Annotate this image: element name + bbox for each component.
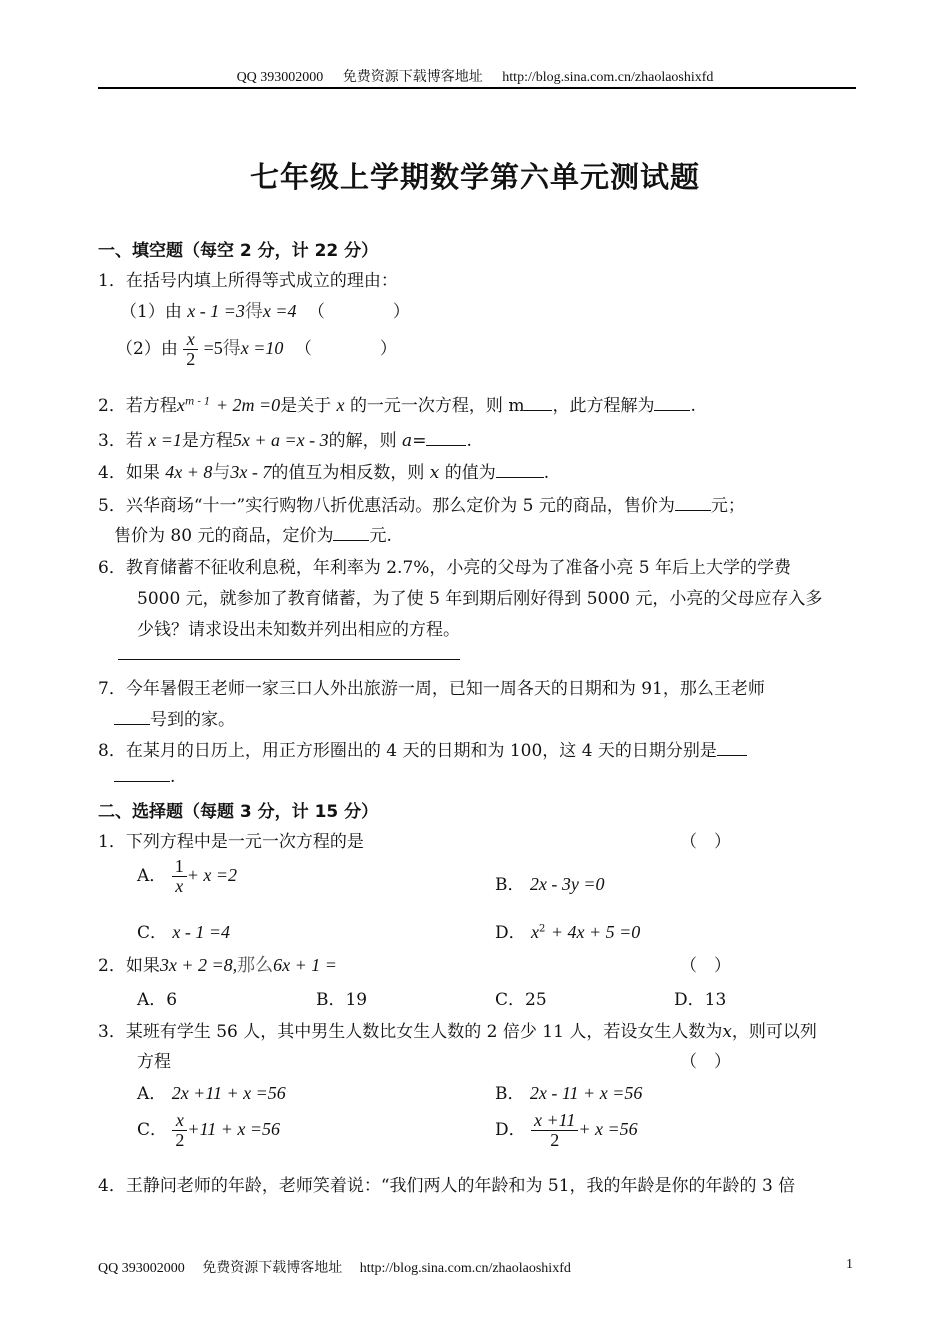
s1-q4-text-a: 4．如果 [98,463,160,483]
s1-q1-1-answer-paren[interactable]: （ ） [307,302,410,322]
option-expr-exp: 2 [539,923,546,935]
frac-num: x +11 [531,1111,578,1131]
s1-q2-text-b: 是关于 [280,396,332,416]
s1-q3-var-a: a [402,431,413,451]
option-label: C． [137,1119,168,1140]
footer-url: http://blog.sina.com.cn/zhaolaoshixfd [359,1261,571,1276]
header-url: http://blog.sina.com.cn/zhaolaoshixfd [502,70,714,85]
frac-den: 2 [175,1129,185,1150]
s1-q4-eq1: 4x + 8 [165,462,213,482]
s1-q6-line3: 少钱？请求设出未知数并列出相应的方程。 [137,620,460,640]
s1-q3-text-a: 3．若 [98,431,143,451]
s1-q7-text: 号到的家。 [150,710,235,730]
s1-q7-blank[interactable] [114,710,150,725]
s1-q8-end: . [170,767,176,787]
frac-num: x [172,1111,187,1131]
frac-den: 2 [186,348,196,369]
s1-q3-text-c: 的解，则 [328,431,397,451]
s1-q6-line1: 6．教育储蓄不征收利息税，年利率为 2.7%，小亮的父母为了准备小亮 5 年后上大学的学费 [98,558,792,578]
s1-q1-2-fraction [183,330,198,369]
s1-q8-text: 8．在某月的日历上，用正方形圈出的 4 天的日期和为 100，这 4 天的日期分别是 [98,741,717,761]
s2-q4-line1: 4．王静问老师的年龄，老师笑着说：“我们两人的年龄和为 51，我的年龄是你的年龄的 3 倍 [98,1176,796,1196]
s1-q2-base: x [176,395,185,415]
s1-q4-blank[interactable] [496,463,544,478]
s1-q3-text-b: 是方程 [181,431,233,451]
s2-q3-line2: 方程 [137,1052,171,1072]
s1-q5-text-2: 售价为 80 元的商品，定价为 [114,526,334,546]
option-expr: 2x +11 + x =56 [171,1083,286,1103]
s2-q3-c-fraction [172,1111,187,1150]
s1-q8-line1 [98,736,747,761]
s1-q2 [98,391,696,416]
header-qq: QQ 393002000 [236,70,324,85]
option-expr-rest: + 4x + 5 =0 [550,922,641,942]
s1-q5-line1 [98,491,745,516]
s1-q1-1-de: 得 [244,301,263,321]
header-desc: 免费资源下载博客地址 [342,70,483,85]
page-title: 七年级上学期数学第六单元测试题 [249,160,700,194]
s1-q1-1-res: x =4 [262,301,297,321]
s1-q6-answer-line[interactable] [118,659,460,660]
s2-q2-text-b: 那么 [237,955,274,975]
s1-q5-line2-end: 元. [369,526,392,546]
s2-q1-option-a[interactable] [137,857,237,896]
s1-q5-text: 5．兴华商场“十一”实行购物八折优惠活动。那么定价为 5 元的商品，售价为 [98,496,675,516]
option-label: A． [137,865,167,886]
s1-q2-blank-m[interactable] [524,396,552,411]
frac-den: 2 [550,1129,560,1150]
option-expr-rest: + x =56 [578,1118,638,1139]
s1-q3-end: . [466,431,472,451]
frac-den: x [175,875,184,896]
s1-q4-yu: 与 [212,462,231,482]
s2-q3-option-d[interactable] [495,1111,638,1150]
s2-q3-answer-paren[interactable]: （ ） [680,1052,731,1072]
s1-q4-end: . [543,463,550,483]
s1-q4-x: x [429,463,440,483]
s1-q1-2-de: 得 [222,337,241,358]
s1-q5-blank-1[interactable] [675,496,711,511]
option-label: D． [495,1119,526,1140]
s2-q3-line1 [98,1017,817,1042]
s1-q2-text-c: 的一元一次方程，则 m [349,396,525,416]
s1-q1-2 [116,330,397,369]
page-number: 1 [846,1257,853,1272]
footer-desc: 免费资源下载博客地址 [202,1261,343,1276]
s1-q4-eq2: 3x - 7 [230,462,272,482]
s2-q1-option-b[interactable] [495,870,605,895]
s2-q1-a-rest: + x =2 [186,864,237,885]
s1-q1-1 [120,297,410,323]
s2-q1-answer-paren[interactable]: （ ） [680,832,731,852]
option-label: B． [495,875,525,895]
s1-q1-2-answer-paren[interactable]: （ ） [294,338,397,359]
section1-heading: 一、填空题（每空 2 分，计 22 分） [98,241,379,261]
s2-q2-option-d[interactable]: D．13 [674,990,727,1010]
s2-q2-eq: 3x + 2 =8, [159,955,238,975]
s1-q2-exp: m - 1 [184,396,211,408]
page-footer [98,1257,571,1277]
s1-q4-text-c: 的值为 [444,463,496,483]
s2-q2-eq2: 6x + 1 = [273,955,337,975]
option-expr-rest: +11 + x =56 [187,1118,281,1139]
option-expr: 2x - 11 + x =56 [529,1083,643,1103]
s1-q1-1-prefix: （1）由 [120,302,182,322]
s2-q3-x: x [722,1022,732,1042]
s1-q3-eqsign: = [412,431,427,451]
s1-q2-end: . [690,396,696,416]
s1-q8-blank-1[interactable] [717,741,747,756]
s2-q2-option-b[interactable]: B．19 [316,990,368,1010]
s2-q1-a-fraction [172,857,187,896]
s2-q3-text: 3．某班有学生 56 人，其中男生人数比女生人数的 2 倍少 11 人，若设女生人数为 [98,1022,723,1042]
s1-q1-2-prefix: （2）由 [116,338,178,359]
s1-q1-2-eq: =5 [203,337,223,358]
s2-q3-d-fraction [531,1111,578,1150]
s2-q2-option-c[interactable]: C．25 [495,990,547,1010]
s2-q2-text-a: 2．如果 [98,956,160,976]
s1-q4 [98,458,549,484]
s1-q8-line2 [114,767,175,787]
frac-num: x [183,330,198,350]
s2-q3-option-c[interactable] [137,1111,280,1150]
s1-q5-line1-end: 元； [710,496,745,516]
s1-q1-1-eq: x - 1 =3 [187,301,245,321]
s2-q2-answer-paren[interactable]: （ ） [680,956,731,976]
s2-q2-option-a[interactable]: A．6 [137,990,178,1010]
section2-heading: 二、选择题（每题 3 分，计 15 分） [98,802,379,822]
s1-q2-blank-solution[interactable] [654,396,690,411]
s2-q3-option-b[interactable] [495,1079,642,1104]
option-expr: x - 1 =4 [172,922,231,942]
s1-q1: 1．在括号内填上所得等式成立的理由： [98,271,398,291]
s1-q2-text-a: 2．若方程 [98,396,177,416]
page-header [0,66,950,86]
s1-q5-blank-2[interactable] [333,526,369,541]
option-label: C． [137,923,168,943]
s1-q7-line2 [114,705,235,730]
s1-q5-line2 [114,521,392,546]
s1-q4-text-b: 的值互为相反数，则 [271,463,425,483]
option-expr-base: x [531,922,540,942]
s1-q3-eq2: 5x + a =x - 3 [232,430,329,450]
s1-q2-x: x [336,395,345,415]
s2-q1-option-d[interactable] [495,918,640,943]
s1-q3-blank[interactable] [426,431,466,446]
frac-num: 1 [172,857,187,877]
option-label: D． [495,923,526,943]
s1-q1-2-res: x =10 [240,337,284,358]
s1-q2-eq: + 2m =0 [215,395,281,415]
option-label: A． [137,1084,167,1104]
header-rule [98,87,856,89]
s1-q3-eq1: x =1 [148,430,182,450]
s2-q3-option-a[interactable] [137,1079,286,1104]
s1-q3 [98,426,472,451]
s1-q6-line2: 5000 元，就参加了教育储蓄，为了使 5 年到期后刚好得到 5000 元，小亮的父母应存入多 [137,589,823,609]
option-expr: 2x - 3y =0 [529,874,605,894]
footer-qq: QQ 393002000 [98,1261,185,1276]
s1-q8-blank-2[interactable] [114,767,170,782]
option-label: B． [495,1084,525,1104]
s2-q3-line1-end: ，则可以列 [731,1022,817,1042]
s2-q2 [98,951,337,977]
s2-q1-option-c[interactable] [137,918,230,943]
s1-q7-line1: 7．今年暑假王老师一家三口人外出旅游一周，已知一周各天的日期和为 91，那么王老师 [98,679,765,699]
s1-q2-text-d: ，此方程解为 [552,396,655,416]
s2-q1: 1．下列方程中是一元一次方程的是 [98,832,364,852]
